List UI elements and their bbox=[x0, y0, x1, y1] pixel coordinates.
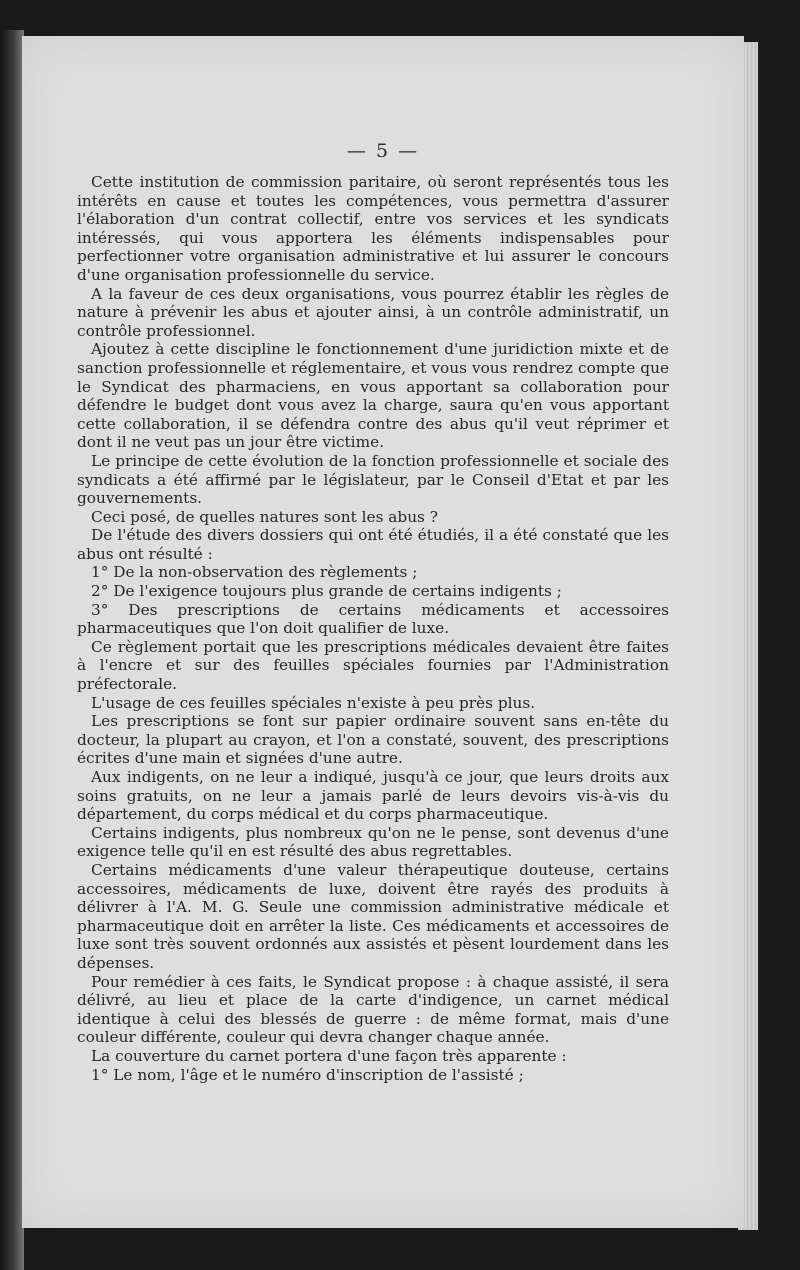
paragraph: A la faveur de ces deux organisations, vous pourrez établir les règles de nature à prévenir les abus et ajouter ainsi, à un contrôle administratif, un contrôle professionnel. bbox=[77, 284, 669, 340]
list-item: 3° Des prescriptions de certains médicaments et accessoires pharmaceutiques que l'on doit qualifier de luxe. bbox=[77, 600, 669, 638]
page-number: — 5 — bbox=[346, 140, 420, 162]
body-text bbox=[77, 173, 669, 1084]
paragraph: Cette institution de commission paritaire, où seront représentés tous les intérêts en cause et toutes les compétences, vous permettra d'assurer l'élaboration d'un contrat collectif, entre vos services et les syndicats intéressés, qui vous apportera les éléments indispensables pour perfectionner votre organisation administrative et lui assurer le concours d'une organisation professionnelle du service. bbox=[77, 173, 669, 284]
paragraph: De l'étude des divers dossiers qui ont été étudiés, il a été constaté que les abus ont résulté : bbox=[77, 526, 669, 563]
paragraph: Certains médicaments d'une valeur thérapeutique douteuse, certains accessoires, médicaments de luxe, doivent être rayés des produits à délivrer à l'A. M. G. Seule une commission administrative médicale et pharmaceutique doit en arrêter la liste. Ces médicaments et accessoires de luxe sont très souvent ordonnés aux assistés et pèsent lourdement dans les dépenses. bbox=[77, 860, 669, 972]
list-item: 1° De la non-observation des règlements ; bbox=[91, 563, 418, 582]
paragraph: Certains indigents, plus nombreux qu'on ne le pense, sont devenus d'une exigence telle qu'il en est résulté des abus regrettables. bbox=[77, 823, 669, 861]
paragraph: Ce règlement portait que les prescriptions médicales devaient être faites à l'encre et sur des feuilles spéciales fournies par l'Administration préfectorale. bbox=[77, 637, 669, 694]
paragraph: Ceci posé, de quelles natures sont les abus ? bbox=[91, 507, 438, 526]
paragraph: Pour remédier à ces faits, le Syndicat propose : à chaque assisté, il sera délivré, au lieu et place de la carte d'indigence, un carnet médical identique à celui des blessés de guerre : de même format, mais d'une couleur différente, couleur qui devra changer chaque année. bbox=[77, 972, 669, 1047]
document-page bbox=[22, 36, 744, 1228]
paragraph: L'usage de ces feuilles spéciales n'existe à peu près plus. bbox=[91, 693, 536, 712]
paragraph: Ajoutez à cette discipline le fonctionnement d'une juridiction mixte et de sanction professionnelle et réglementaire, et vous vous rendrez compte que le Syndicat des pharmaciens, en vous apportant sa collaboration pour défendre le budget dont vous avez la charge, saura qu'en vous apportant cette collaboration, il se défendra contre des abus qu'il veut réprimer et dont il ne veut pas un jour être victime. bbox=[77, 340, 669, 452]
paragraph: Le principe de cette évolution de la fonction professionnelle et sociale des syndicats a été affirmé par le législateur, par le Conseil d'Etat et par les gouvernements. bbox=[77, 451, 669, 508]
list-item: 2° De l'exigence toujours plus grande de certains indigents ; bbox=[91, 582, 562, 601]
paragraph: La couverture du carnet portera d'une façon très apparente : bbox=[91, 1046, 567, 1065]
list-item: 1° Le nom, l'âge et le numéro d'inscription de l'assisté ; bbox=[91, 1065, 524, 1084]
book-binding bbox=[0, 30, 24, 1270]
paragraph: Les prescriptions se font sur papier ordinaire souvent sans en-tête du docteur, la plupart au crayon, et l'on a constaté, souvent, des prescriptions écrites d'une main et signées d'une autre. bbox=[77, 712, 669, 768]
paragraph: Aux indigents, on ne leur a indiqué, jusqu'à ce jour, que leurs droits aux soins gratuits, on ne leur a jamais parlé de leurs devoirs vis-à-vis du département, du corps médical et du corps pharmaceutique. bbox=[77, 768, 669, 824]
